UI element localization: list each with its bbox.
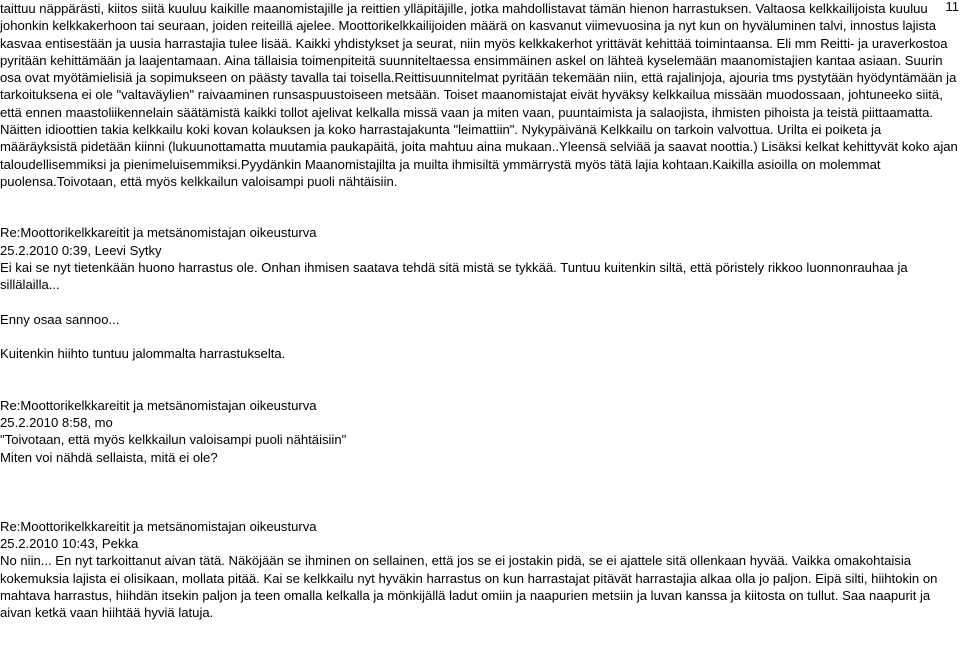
- post-subject: Re:Moottorikelkkareitit ja metsänomistajan oikeusturva: [0, 397, 317, 413]
- post-line: Ei kai se nyt tietenkään huono harrastus ole. Onhan ihmisen saatava tehdä sitä mistä se tykkää. Tuntuu kuitenkin siltä, että pöristely rikkoo luonnonrauhaa ja sillälailla...: [0, 259, 908, 293]
- page-number: 11: [945, 0, 959, 14]
- forum-post: [0, 518, 958, 622]
- post-line: Enny osaa sannoo...: [0, 311, 120, 327]
- blank-line: [0, 328, 958, 345]
- post-meta: 25.2.2010 0:39, Leevi Sytky: [0, 242, 162, 258]
- post-subject: Re:Moottorikelkkareitit ja metsänomistajan oikeusturva: [0, 225, 317, 241]
- blank-line: [0, 293, 958, 310]
- post-line: No niin... En nyt tarkoittanut aivan tätä. Näköjään se ihminen on sellainen, että jos se ei jostakin pidä, se ei ajattele sitä ollenkaan hyvää. Vaikka omakohtaisia kokemuksia lajista ei olisikaan, mollata pitää. Kai se kelkkailu nyt hyväkin harrastus on kun harrastajat pitävät harrastajia alkaa olla jo paljon. Eipä silti, hiihtokin on mahtava harrastus, hiihdän itsekin paljon ja teen omalla kelkalla ja mönkijällä ladut omiin ja naapurien metsiin ja luvan kanssa ja kiitosta on tullut. Saa naapurit ja aivan ketkä vaan hiihtää hyviä latuja.: [0, 553, 938, 621]
- post-subject: Re:Moottorikelkkareitit ja metsänomistajan oikeusturva: [0, 518, 317, 534]
- post-line: Kuitenkin hiihto tuntuu jalommalta harrastukselta.: [0, 346, 286, 362]
- post-line: "Toivotaan, että myös kelkkailun valoisampi puoli nähtäisiin": [0, 432, 347, 448]
- post-line: Miten voi nähdä sellaista, mitä ei ole?: [0, 449, 218, 465]
- post-meta: 25.2.2010 10:43, Pekka: [0, 536, 139, 552]
- forum-post: [0, 397, 958, 466]
- intro-paragraph: taittuu näppärästi, kiitos siitä kuuluu kaikille maanomistajille ja reittien ylläpitäjille, jotka mahdollistavat tämän hienon harrastuksen. Valtaosa kelkkailijoista kuuluu johonkin kelkkakerhoon tai seuraan, joiden reiteillä ajelee. Moottorikelkkailijoiden määrä on kasvanut viimevuosina ja nyt kun on hyväluminen talvi, innostus lajista kasvaa entisestään ja uusia harrastajia tulee lisää. Kaikki yhdistykset ja seurat, niin myös kelkkakerhot yrittävät kehittää toimintaansa. Eli mm Reitti- ja uraverkostoa pyritään kehittämään ja laajentamaan. Aina tällaisia toimenpiteitä suunniteltaessa ensimmäinen askel on lähteä kyselemään maanomistajien kantaa asiaan. Suurin osa ovat myötämielisiä ja sopimukseen on päästy tavalla tai toisella.Reittisuunnitelmat pyritään tekemään niin, että rajalinjoja, ajouria tms pystytään hyödyntämään ja tarkoituksena ei ole "valtaväylien" raivaaminen runsaspuustoiseen metsään. Toiset maanomistajat eivät hyväksy kelkkailua missään muodossaan, johtuneeko siitä, että ennen maastoliikennelain säätämistä kaikki tollot ajelivat kelkalla missä vaan ja miten vaan, puuntaimista ja salaojista, ihmisten pihoista ja teistä piittaamatta. Näitten idioottien takia kelkkailu koki kovan kolauksen ja koko harrastajakunta "leimattiin". Nykypäivänä Kelkkailu on tarkoin valvottua. Urilta ei poiketa ja määräyksistä pidetään kiinni (lukuunottamatta muutamia paukapäitä, joita mahtuu aina mukaan..Yleensä selviää ja saavat noottia.) Lisäksi kelkat kehittyvät koko ajan taloudellisemmiksi ja pienimeluisemmiksi.Pyydänkin Maanomistajilta ja muilta ihmisiltä ymmärrystä myös tätä lajia kohtaan.Kaikilla asioilla on molemmat puolensa.Toivotaan, että myös kelkkailun valoisampi puoli nähtäisiin.: [0, 1, 958, 189]
- forum-post: [0, 224, 958, 362]
- post-meta: 25.2.2010 8:58, mo: [0, 414, 113, 430]
